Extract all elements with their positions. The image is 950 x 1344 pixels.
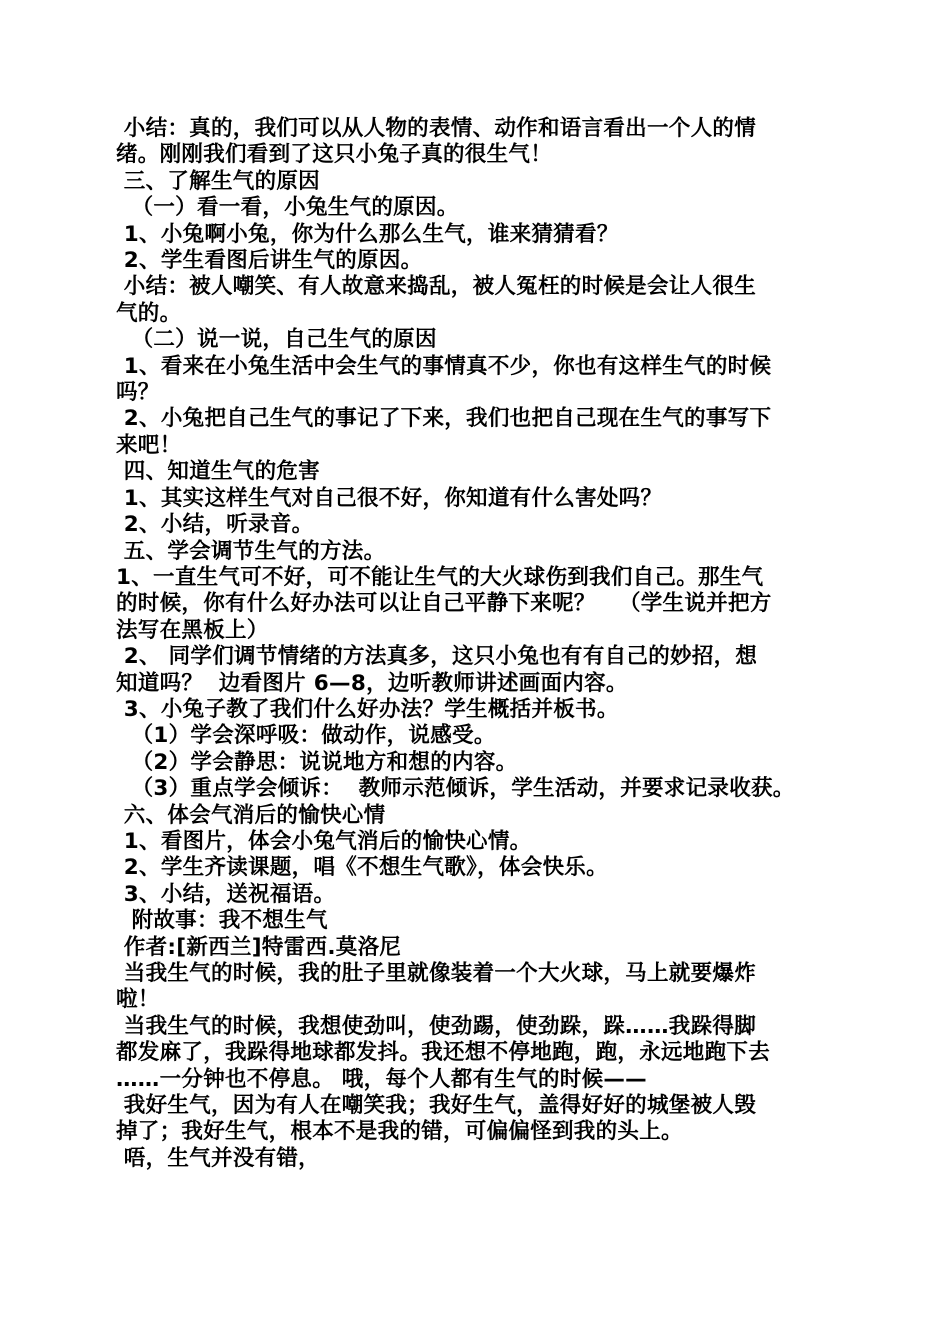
list-item: （3）重点学会倾诉： 教师示范倾诉，学生活动，并要求记录收获。 (116, 776, 795, 802)
text-line: 小结：被人嘲笑、有人故意来捣乱，被人冤枉的时候是会让人很生 (116, 274, 756, 300)
text-line: 1、看来在小兔生活中会生气的事情真不少，你也有这样生气的时候 (116, 353, 772, 379)
text-line: 1、小兔啊小兔，你为什么那么生气，谁来猜猜看？ (116, 221, 619, 247)
text-line: 3、小兔子教了我们什么好办法？学生概括并板书。 (116, 696, 619, 722)
story-author: 作者:[新西兰]特雷西.莫洛尼 (116, 934, 402, 960)
text-line: 的时候，你有什么好办法可以让自己平静下来呢？ （学生说并把方 (116, 591, 772, 617)
text-line: 绪。刚刚我们看到了这只小兔子真的很生气！ (116, 142, 553, 168)
story-title: 附故事：我不想生气 (116, 908, 328, 934)
text-line: 气的。 (116, 300, 182, 326)
section-heading: 五、学会调节生气的方法。 (116, 538, 386, 564)
text-line: 知道吗？ 边看图片 6—8，边听教师讲述画面内容。 (116, 670, 628, 696)
text-line: 2、学生齐读课题，唱《不想生气歌》，体会快乐。 (116, 855, 608, 881)
section-heading: 四、知道生气的危害 (116, 459, 320, 485)
subsection-heading: （一）看一看，小兔生气的原因。 (116, 195, 459, 221)
text-line: 当我生气的时候，我的肚子里就像装着一个大火球，马上就要爆炸 (116, 961, 756, 986)
text-line: 我好生气，因为有人在嘲笑我；我好生气，盖得好好的城堡被人毁 (116, 1093, 756, 1119)
list-item: （1）学会深呼吸：做动作，说感受。 (116, 723, 496, 749)
text-line: 1、其实这样生气对自己很不好，你知道有什么害处吗？ (116, 485, 663, 511)
text-line: 都发麻了，我跺得地球都发抖。我还想不停地跑，跑，永远地跑下去 (116, 1040, 771, 1066)
text-line: 来吧！ (116, 432, 182, 458)
text-line: 小结：真的，我们可以从人物的表情、动作和语言看出一个人的情 (116, 116, 756, 141)
text-line: 掉了；我好生气，根本不是我的错，可偏偏怪到我的头上。 (116, 1119, 683, 1145)
text-line: 1、看图片，体会小兔气消后的愉快心情。 (116, 828, 532, 854)
subsection-heading: （二）说一说，自己生气的原因 (116, 327, 437, 353)
text-line: 2、学生看图后讲生气的原因。 (116, 248, 423, 274)
list-item: （2）学会静思：说说地方和想的内容。 (116, 749, 518, 775)
text-line: 法写在黑板上） (116, 617, 269, 643)
text-line: 当我生气的时候，我想使劲叫，使劲踢，使劲跺，跺……我跺得脚 (116, 1013, 756, 1039)
text-line: 1、一直生气可不好，可不能让生气的大火球伤到我们自己。那生气 (116, 564, 764, 590)
text-line: 2、小兔把自己生气的事记了下来，我们也把自己现在生气的事写下 (116, 406, 772, 432)
text-line: 吗？ (116, 380, 160, 406)
text-line: 3、小结，送祝福语。 (116, 881, 336, 907)
section-heading: 六、体会气消后的愉快心情 (116, 802, 386, 828)
text-line: 唔，生气并没有错， (116, 1145, 320, 1171)
document-page (116, 116, 836, 1172)
text-line: ……一分钟也不停息。 哦，每个人都有生气的时候—— (116, 1066, 647, 1092)
text-line: 2、 同学们调节情绪的方法真多，这只小兔也有有自己的妙招，想 (116, 644, 758, 670)
section-heading: 三、了解生气的原因 (116, 168, 320, 194)
text-line: 2、小结，听录音。 (116, 512, 314, 538)
text-line: 啦！ (116, 987, 160, 1013)
